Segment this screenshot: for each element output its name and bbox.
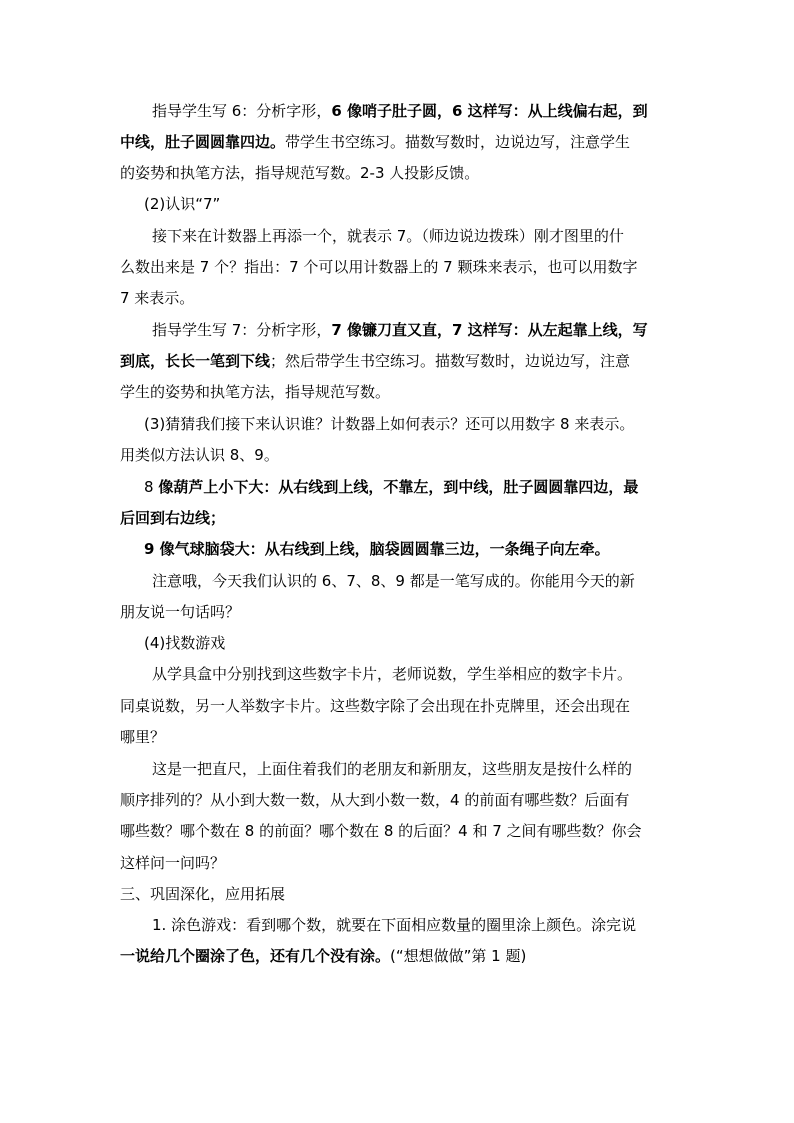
paragraph-line: 哪些数？哪个数在 8 的前面？哪个数在 8 的后面？4 和 7 之间有哪些数？你会 — [120, 822, 642, 840]
paragraph-line — [120, 132, 680, 152]
bold-text-run: 6 像哨子肚子圆，6 这样写：从上线偏右起，到 — [331, 102, 648, 120]
bold-text-run: 中线，肚子圆圆靠四边。 — [120, 133, 286, 151]
paragraph-line — [144, 477, 704, 497]
text-run: (“想想做做”第 1 题) — [390, 947, 527, 965]
paragraph-line: 接下来在计数器上再添一个，就表示 7。（师边说边拨珠）刚才图里的什 — [152, 227, 624, 245]
paragraph-line: 的姿势和执笔方法，指导规范写数。2-3 人投影反馈。 — [120, 164, 480, 182]
paragraph-line: 学生的姿势和执笔方法，指导规范写数。 — [120, 383, 391, 401]
paragraph-line: 7 来表示。 — [120, 289, 195, 307]
bold-text-run: 一说给几个圈涂了色，还有几个没有涂。 — [120, 947, 391, 965]
paragraph-line — [152, 101, 712, 121]
text-run: 8 — [144, 478, 159, 496]
paragraph-line: 哪里？ — [120, 728, 166, 746]
bold-text-run: 7 像镰刀直又直，7 这样写：从左起靠上线，写 — [331, 321, 648, 339]
paragraph-line: 后回到右边线； — [120, 509, 226, 527]
paragraph-line: 朋友说一句话吗？ — [120, 603, 241, 621]
section-heading: (2)认识“7” — [144, 195, 221, 213]
paragraph-line: 9 像气球脑袋大：从右线到上线，脑袋圆圆靠三边，一条绳子向左牵。 — [144, 540, 610, 558]
paragraph-line — [152, 320, 712, 340]
text-run: 指导学生写 7：分析字形， — [152, 321, 332, 339]
bold-text-run: 到底，长长一笔到下线 — [120, 352, 271, 370]
text-run: ；然后带学生书空练习。描数写数时，边说边写，注意 — [270, 352, 631, 370]
paragraph-line: 顺序排列的？从小到大数一数，从大到小数一数，4 的前面有哪些数？后面有 — [120, 791, 630, 809]
paragraph-line: (3)猜猜我们接下来认识谁？计数器上如何表示？还可以用数字 8 来表示。 — [144, 415, 635, 433]
text-run: 指导学生写 6：分析字形， — [152, 102, 332, 120]
paragraph-line: 同桌说数，另一人举数字卡片。这些数字除了会出现在扑克牌里，还会出现在 — [120, 697, 631, 715]
paragraph-line: 用类似方法认识 8、9。 — [120, 446, 279, 464]
paragraph-line: 注意哦，今天我们认识的 6、7、8、9 都是一笔写成的。你能用今天的新 — [152, 572, 635, 590]
paragraph-line: 1. 涂色游戏：看到哪个数，就要在下面相应数量的圈里涂上颜色。涂完说 — [152, 916, 637, 934]
section-heading: (4)找数游戏 — [144, 634, 226, 652]
paragraph-line — [120, 351, 680, 371]
text-run: 带学生书空练习。描数写数时，边说边写，注意学生 — [285, 133, 631, 151]
paragraph-line: 这样问一问吗？ — [120, 854, 226, 872]
section-heading: 三、巩固深化，应用拓展 — [120, 885, 286, 903]
paragraph-line: 这是一把直尺，上面住着我们的老朋友和新朋友，这些朋友是按什么样的 — [152, 760, 633, 778]
paragraph-line — [120, 946, 680, 966]
paragraph-line: 么数出来是 7 个？指出：7 个可以用计数器上的 7 颗珠来表示，也可以用数字 — [120, 258, 638, 276]
bold-text-run: 像葫芦上小下大：从右线到上线，不靠左，到中线，肚子圆圆靠四边，最 — [158, 478, 639, 496]
paragraph-line: 从学具盒中分别找到这些数字卡片，老师说数，学生举相应的数字卡片。 — [152, 665, 633, 683]
